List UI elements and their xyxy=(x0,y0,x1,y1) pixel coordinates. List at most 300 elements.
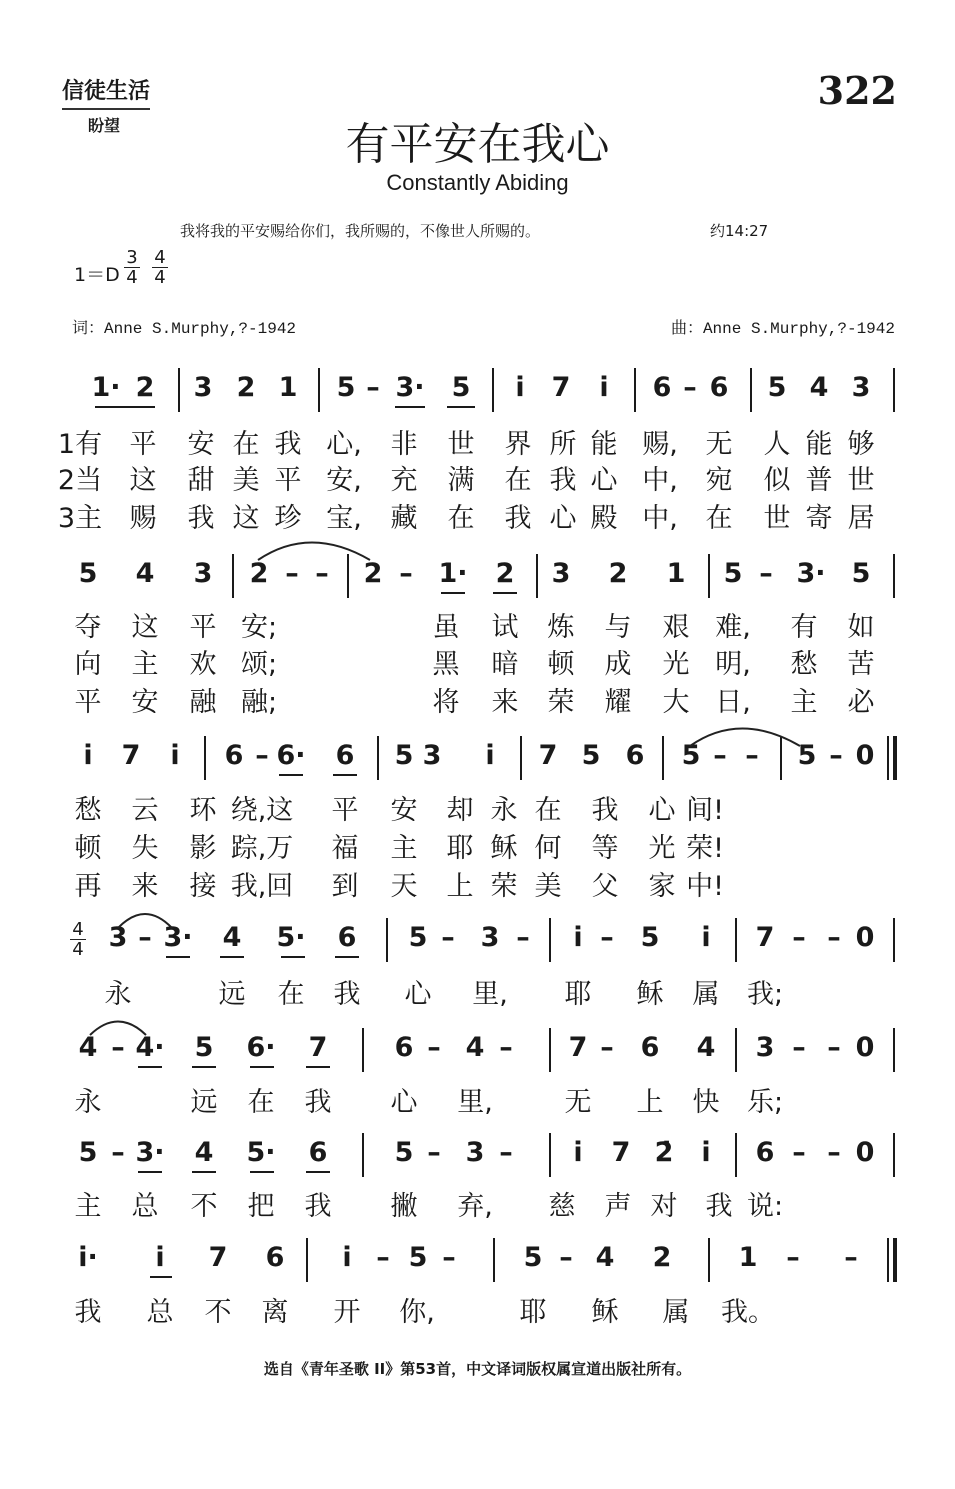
note: 1 xyxy=(666,558,686,589)
lyric-syllable: 说: xyxy=(746,1191,784,1222)
lyric-syllable: 中! xyxy=(686,871,724,902)
note: i xyxy=(515,372,525,403)
lyric-syllable: 藏 xyxy=(390,503,418,534)
note: 3 xyxy=(551,558,571,589)
barline xyxy=(318,368,320,412)
lyric-syllable: 虽 xyxy=(432,612,460,643)
lyric-syllable: 世 xyxy=(763,503,791,534)
dash-extension: – xyxy=(827,1032,841,1063)
note: 6 xyxy=(709,372,729,403)
dash-extension: – xyxy=(600,1032,614,1063)
lyric-syllable: 平 xyxy=(129,429,157,460)
lyric-syllable: 艰 xyxy=(662,612,690,643)
lyric-syllable: 安; xyxy=(240,612,278,643)
barline xyxy=(362,1133,364,1177)
lyric-syllable: 所 xyxy=(549,429,577,460)
lyric-syllable: 平 xyxy=(74,687,102,718)
note: 1 xyxy=(738,1242,758,1273)
note: 7 xyxy=(308,1032,328,1063)
barline xyxy=(750,368,752,412)
lyric-syllable: 我 xyxy=(549,465,577,496)
note: 2 xyxy=(249,558,269,589)
barline xyxy=(735,1133,737,1177)
barline-thin xyxy=(887,1238,889,1282)
underline-beam xyxy=(220,956,244,958)
lyric-syllable: 属 xyxy=(662,1297,690,1328)
barline xyxy=(377,736,379,780)
lyric-syllable: 弃, xyxy=(457,1191,493,1222)
dash-extension: – xyxy=(792,1137,806,1168)
lyric-syllable: 界 xyxy=(504,429,532,460)
lyric-syllable: 荣 xyxy=(547,687,575,718)
note: 3 xyxy=(422,740,442,771)
hymn-subtitle: Constantly Abiding xyxy=(386,170,569,195)
lyric-syllable: 永 xyxy=(490,795,518,826)
lyric-syllable: 天 xyxy=(390,871,418,902)
lyric-syllable: 似 xyxy=(763,465,791,496)
lyric-syllable: 主 xyxy=(790,687,818,718)
lyric-line-1-1 xyxy=(0,422,955,458)
lyric-syllable: 却 xyxy=(446,795,474,826)
dash-extension: – xyxy=(713,740,727,771)
note: i xyxy=(599,372,609,403)
lyricist-credit: 词：Anne S.Murphy,?-1942 xyxy=(72,320,297,338)
lyric-syllable: 大 xyxy=(662,687,690,718)
scripture-reference: 约14:27 xyxy=(710,222,769,240)
lyric-syllable: 这 xyxy=(232,503,260,534)
note: 5 xyxy=(78,1137,98,1168)
lyric-syllable: 融; xyxy=(240,687,278,718)
lyric-syllable: 平 xyxy=(274,465,302,496)
note: 5 xyxy=(797,740,817,771)
dash-extension: – xyxy=(111,1137,125,1168)
lyric-syllable: 无 xyxy=(564,1087,592,1118)
lyric-syllable: 声 xyxy=(604,1191,632,1222)
note: i xyxy=(170,740,180,771)
lyric-syllable: 无 xyxy=(705,429,733,460)
note: 3· xyxy=(796,558,826,589)
lyric-syllable: 明, xyxy=(715,649,751,680)
lyric-syllable: 颂; xyxy=(240,649,278,680)
dash-extension: – xyxy=(499,1137,513,1168)
lyric-syllable: 美 xyxy=(534,871,562,902)
note: 2 xyxy=(652,1242,672,1273)
barline xyxy=(204,736,206,780)
note: 6· xyxy=(276,740,306,771)
barline xyxy=(708,1238,710,1282)
lyric-syllable: 属 xyxy=(692,979,720,1010)
lyric-syllable: 上 xyxy=(446,871,474,902)
lyric-syllable: 对 xyxy=(650,1191,678,1222)
note: 3· xyxy=(163,922,193,953)
underline-beam xyxy=(166,956,190,958)
lyric-syllable: 心 xyxy=(590,465,618,496)
lyric-syllable: 主 xyxy=(390,833,418,864)
lyric-syllable: 影 xyxy=(189,833,217,864)
lyric-syllable: 黑 xyxy=(432,649,460,680)
lyric-syllable: 安, xyxy=(326,465,362,496)
lyric-syllable: 满 xyxy=(447,465,475,496)
lyric-syllable: 撇 xyxy=(390,1191,418,1222)
note: 3 xyxy=(108,922,128,953)
lyric-syllable: 到 xyxy=(331,871,359,902)
lyric-syllable: 在 xyxy=(504,465,532,496)
lyric-syllable: 乐; xyxy=(746,1087,784,1118)
lyric-syllable: 家 xyxy=(648,871,676,902)
note: 7 xyxy=(551,372,571,403)
lyric-line-2-1 xyxy=(0,605,955,641)
lyric-line-3-3 xyxy=(0,864,955,900)
barline xyxy=(634,368,636,412)
lyric-syllable: 将 xyxy=(432,687,460,718)
barline xyxy=(780,736,782,780)
final-barline xyxy=(893,736,897,780)
lyric-syllable: 等 xyxy=(591,833,619,864)
dash-extension: – xyxy=(427,1137,441,1168)
lyric-syllable: 普 xyxy=(805,465,833,496)
lyric-syllable: 接 xyxy=(189,871,217,902)
key-signature: 1＝D xyxy=(74,264,120,286)
note: 7 xyxy=(121,740,141,771)
note: 2 xyxy=(236,372,256,403)
lyric-syllable: 向 xyxy=(74,649,102,680)
note: 5 xyxy=(194,1032,214,1063)
lyric-syllable: 光 xyxy=(648,833,676,864)
lyric-syllable: 我,回 xyxy=(230,871,294,902)
note: 2 xyxy=(495,558,515,589)
note: 5· xyxy=(246,1137,276,1168)
lyric-syllable: 在 xyxy=(247,1087,275,1118)
lyric-syllable: 安 xyxy=(390,795,418,826)
note: 3 xyxy=(465,1137,485,1168)
note: 6 xyxy=(652,372,672,403)
underline-beam xyxy=(281,956,305,958)
lyric-syllable: 主 xyxy=(74,1191,102,1222)
lyric-syllable: 远 xyxy=(218,979,246,1010)
lyric-syllable: 赐 xyxy=(129,503,157,534)
lyric-syllable: 有 xyxy=(790,612,818,643)
lyric-syllable: 这 xyxy=(129,465,157,496)
barline xyxy=(893,918,895,962)
final-barline xyxy=(893,1238,897,1282)
lyric-line-1-3 xyxy=(0,496,955,532)
note: 6 xyxy=(308,1137,328,1168)
lyric-syllable: 充 xyxy=(390,465,418,496)
dash-extension: – xyxy=(829,740,843,771)
barline xyxy=(549,1028,551,1072)
lyric-syllable: 在 xyxy=(705,503,733,534)
lyric-syllable: 我 xyxy=(74,1297,102,1328)
dash-extension: – xyxy=(844,1242,858,1273)
note: 5 xyxy=(394,740,414,771)
lyric-syllable: 稣 xyxy=(636,979,664,1010)
note: 3 xyxy=(193,372,213,403)
note: i xyxy=(573,1137,583,1168)
barline xyxy=(493,1238,495,1282)
lyric-syllable: 宛 xyxy=(705,465,733,496)
time-signature-3-4 xyxy=(124,248,140,287)
lyric-syllable: 上 xyxy=(636,1087,664,1118)
lyric-syllable: 苦 xyxy=(847,649,875,680)
lyric-syllable: 甜 xyxy=(187,465,215,496)
note: 4 xyxy=(696,1032,716,1063)
lyric-syllable: 顿 xyxy=(547,649,575,680)
note: 5 xyxy=(78,558,98,589)
note: 5 xyxy=(681,740,701,771)
lyric-line-3-2 xyxy=(0,826,955,862)
lyric-syllable: 我 xyxy=(274,429,302,460)
lyric-syllable: 远 xyxy=(190,1087,218,1118)
lyric-syllable: 何 xyxy=(534,833,562,864)
lyric-syllable: 够 xyxy=(847,429,875,460)
underline-beam xyxy=(250,1066,274,1068)
lyric-syllable: 稣 xyxy=(591,1297,619,1328)
lyric-syllable: 如 xyxy=(847,612,875,643)
note: 6 xyxy=(625,740,645,771)
lyric-line-4-1 xyxy=(0,972,955,1008)
lyric-syllable: 这 xyxy=(131,612,159,643)
lyric-syllable: 安 xyxy=(131,687,159,718)
note: 6 xyxy=(755,1137,775,1168)
dash-extension: – xyxy=(366,372,380,403)
note: 0 xyxy=(855,1137,875,1168)
note: i xyxy=(155,1242,165,1273)
dash-extension: – xyxy=(441,922,455,953)
note: 2 xyxy=(608,558,628,589)
lyric-syllable: 不 xyxy=(204,1297,232,1328)
lyric-syllable: 永 xyxy=(74,1087,102,1118)
lyric-syllable: 世 xyxy=(847,465,875,496)
underline-beam xyxy=(250,1171,274,1173)
barline-thin xyxy=(887,736,889,780)
barline xyxy=(662,736,664,780)
note: 0 xyxy=(855,1032,875,1063)
barline xyxy=(708,554,710,598)
note: 4 xyxy=(78,1032,98,1063)
lyric-syllable: 耀 xyxy=(604,687,632,718)
note: 2 xyxy=(363,558,383,589)
ts-top: 3 xyxy=(126,247,138,268)
note: 6· xyxy=(246,1032,276,1063)
dash-extension: – xyxy=(827,1137,841,1168)
lyric-syllable: 在 xyxy=(277,979,305,1010)
underline-beam xyxy=(95,406,155,408)
lyric-syllable: 宝, xyxy=(326,503,362,534)
lyric-syllable: 荣! xyxy=(686,833,724,864)
underline-beam xyxy=(138,1066,162,1068)
lyric-syllable: 试 xyxy=(491,612,519,643)
barline xyxy=(362,1028,364,1072)
barline xyxy=(520,736,522,780)
lyric-syllable: 总 xyxy=(131,1191,159,1222)
note: i xyxy=(83,740,93,771)
dash-extension: – xyxy=(559,1242,573,1273)
lyric-syllable: 心, xyxy=(326,429,362,460)
lyric-syllable: 福 xyxy=(331,833,359,864)
lyric-syllable: 我 xyxy=(304,1191,332,1222)
dash-extension: – xyxy=(499,1032,513,1063)
lyric-syllable: 我 xyxy=(504,503,532,534)
barline xyxy=(492,368,494,412)
note: 7 xyxy=(538,740,558,771)
barline xyxy=(893,1133,895,1177)
lyric-syllable: 赐, xyxy=(642,429,678,460)
lyric-syllable: 我 xyxy=(333,979,361,1010)
lyric-syllable: 耶 xyxy=(564,979,592,1010)
lyric-syllable: 环 xyxy=(189,795,217,826)
lyric-line-6-1 xyxy=(0,1184,955,1220)
barline xyxy=(893,368,895,412)
note: 0 xyxy=(855,922,875,953)
lyric-syllable: 寄 xyxy=(805,503,833,534)
hymn-number: 322 xyxy=(817,68,897,113)
lyric-syllable: 在 xyxy=(232,429,260,460)
dash-extension: – xyxy=(827,922,841,953)
note: i xyxy=(701,1137,711,1168)
underline-beam xyxy=(192,1066,216,1068)
dash-extension: – xyxy=(516,922,530,953)
lyric-syllable: 总 xyxy=(146,1297,174,1328)
note: 5· xyxy=(276,922,306,953)
lyric-syllable: 成 xyxy=(604,649,632,680)
dash-extension: – xyxy=(745,740,759,771)
note: 4 xyxy=(809,372,829,403)
lyric-syllable: 心 xyxy=(648,795,676,826)
lyric-syllable: 把 xyxy=(247,1191,275,1222)
lyric-syllable: 离 xyxy=(261,1297,289,1328)
underline-beam xyxy=(447,406,475,408)
note: 5 xyxy=(336,372,356,403)
lyric-syllable: 安 xyxy=(187,429,215,460)
note: 6 xyxy=(335,740,355,771)
lyric-syllable: 难, xyxy=(715,612,751,643)
lyric-syllable: 我 xyxy=(187,503,215,534)
ts-top: 4 xyxy=(154,247,166,268)
lyric-syllable: 中, xyxy=(642,503,678,534)
dash-extension: – xyxy=(376,1242,390,1273)
note: i xyxy=(485,740,495,771)
subcategory-label: 盼望 xyxy=(88,116,121,135)
lyric-syllable: 融 xyxy=(189,687,217,718)
note: 3 xyxy=(480,922,500,953)
lyric-syllable: 耶 xyxy=(446,833,474,864)
barline xyxy=(893,554,895,598)
note: 2 xyxy=(135,372,155,403)
note: 5 xyxy=(640,922,660,953)
lyric-line-5-1 xyxy=(0,1080,955,1116)
lyric-syllable: 平 xyxy=(189,612,217,643)
note: i xyxy=(573,922,583,953)
note: 5 xyxy=(451,372,471,403)
note: 7 xyxy=(208,1242,228,1273)
note: 7 xyxy=(568,1032,588,1063)
lyric-syllable: 失 xyxy=(131,833,159,864)
lyric-syllable: 美 xyxy=(232,465,260,496)
barline xyxy=(735,1028,737,1072)
lyric-syllable: 里, xyxy=(457,1087,493,1118)
underline-beam xyxy=(279,774,303,776)
lyric-syllable: 开 xyxy=(333,1297,361,1328)
lyric-syllable: 愁 xyxy=(74,795,102,826)
note: 6 xyxy=(640,1032,660,1063)
dash-extension: – xyxy=(442,1242,456,1273)
dash-extension: – xyxy=(683,372,697,403)
note: 6 xyxy=(224,740,244,771)
underline-beam xyxy=(441,592,465,594)
barline xyxy=(536,554,538,598)
note: 4 xyxy=(465,1032,485,1063)
underline-beam xyxy=(306,1066,330,1068)
lyric-line-2-2 xyxy=(0,642,955,678)
note: 1 xyxy=(278,372,298,403)
lyric-line-7-1 xyxy=(0,1290,955,1326)
lyric-syllable: 荣 xyxy=(490,871,518,902)
lyric-syllable: 非 xyxy=(390,429,418,460)
lyric-syllable: 不 xyxy=(190,1191,218,1222)
ts-bottom: 4 xyxy=(152,267,168,287)
note: 1· xyxy=(438,558,468,589)
lyric-syllable: 人 xyxy=(763,429,791,460)
lyric-syllable: 快 xyxy=(692,1087,720,1118)
scripture-verse: 我将我的平安赐给你们，我所赐的，不像世人所赐的。 xyxy=(180,222,541,240)
note: 5 xyxy=(767,372,787,403)
dash-extension: – xyxy=(315,558,329,589)
lyric-syllable: 我; xyxy=(746,979,784,1010)
copyright-footer: 选自《青年圣歌 II》第53首，中文译词版权属宣道出版社所有。 xyxy=(263,1360,692,1378)
lyric-syllable: 心 xyxy=(549,503,577,534)
lyric-syllable: 在 xyxy=(534,795,562,826)
underline-beam xyxy=(395,406,425,408)
note: 5 xyxy=(394,1137,414,1168)
time-signature-4-4-change xyxy=(70,920,86,959)
lyric-syllable: 间! xyxy=(686,795,724,826)
note: 7 xyxy=(611,1137,631,1168)
lyric-syllable: 云 xyxy=(131,795,159,826)
lyric-syllable: 我。 xyxy=(721,1297,775,1328)
barline xyxy=(549,918,551,962)
barline xyxy=(549,1133,551,1177)
barline xyxy=(347,554,349,598)
underline-beam xyxy=(192,1171,216,1173)
dash-extension: – xyxy=(285,558,299,589)
barline xyxy=(735,918,737,962)
lyric-syllable: 来 xyxy=(491,687,519,718)
note: 5 xyxy=(723,558,743,589)
ts-top: 4 xyxy=(72,919,84,940)
note: 5 xyxy=(408,922,428,953)
lyric-syllable: 中, xyxy=(642,465,678,496)
dash-extension: – xyxy=(792,922,806,953)
dash-extension: – xyxy=(792,1032,806,1063)
lyric-syllable: 耶 xyxy=(519,1297,547,1328)
lyric-syllable: 心 xyxy=(390,1087,418,1118)
lyric-syllable: 平 xyxy=(331,795,359,826)
dash-extension: – xyxy=(427,1032,441,1063)
note: 4 xyxy=(595,1242,615,1273)
barline xyxy=(386,918,388,962)
note: 4 xyxy=(222,922,242,953)
dash-extension: – xyxy=(399,558,413,589)
underline-beam xyxy=(138,1171,162,1173)
note: 3· xyxy=(395,372,425,403)
lyric-syllable: 再 xyxy=(74,871,102,902)
note: i· xyxy=(78,1242,98,1273)
lyric-line-3-1 xyxy=(0,788,955,824)
note: 1· xyxy=(91,372,121,403)
note: i xyxy=(701,922,711,953)
underline-beam xyxy=(333,774,357,776)
lyric-line-1-2 xyxy=(0,458,955,494)
